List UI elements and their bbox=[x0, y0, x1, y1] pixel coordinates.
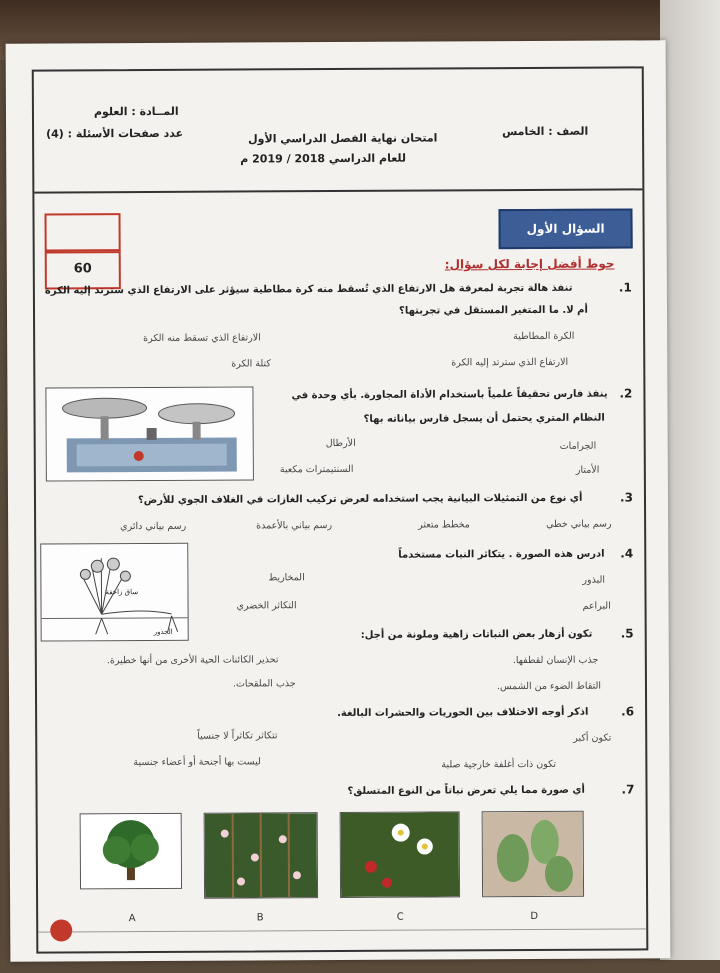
score-value: 60 bbox=[47, 261, 119, 276]
exam-paper bbox=[6, 40, 671, 961]
q1-number: 1. bbox=[619, 280, 632, 294]
q3-option-4[interactable]: رسم بياني دائري bbox=[120, 521, 186, 532]
q2-option-4[interactable]: السنتيمترات مكعبة bbox=[280, 464, 354, 475]
option-d-image[interactable] bbox=[482, 811, 584, 898]
q1-text-line1: تنفذ هالة تجربة لمعرفة هل الارتفاع الذي تُسقط منه كرة مطاطية سيؤثر على الارتفاع الذي سترتد إليه الكرة bbox=[45, 283, 573, 297]
q6-number: 6. bbox=[621, 704, 634, 718]
q6-text: اذكر أوجه الاختلاف بين الحوريات والحشرات البالغة. bbox=[337, 707, 588, 719]
ministry-logo-icon bbox=[50, 919, 72, 941]
q4-option-1[interactable]: البذور bbox=[582, 575, 605, 586]
score-box-empty bbox=[44, 213, 120, 251]
option-b-image[interactable] bbox=[204, 812, 318, 899]
q6-option-1[interactable]: تكون أكبر bbox=[573, 733, 611, 744]
balance-scale-image bbox=[45, 386, 253, 481]
exam-title: امتحان نهاية الفصل الدراسي الأول bbox=[248, 131, 437, 145]
q1-option-3[interactable]: الارتفاع الذي سترتد إليه الكرة bbox=[451, 357, 568, 369]
q4-option-4[interactable]: التكاثر الخضري bbox=[237, 600, 297, 611]
grade-label: الصف : الخامس bbox=[502, 125, 588, 138]
q5-option-4[interactable]: جذب الملقحات. bbox=[233, 678, 296, 689]
option-c-image[interactable] bbox=[340, 811, 460, 898]
roots-label: الجذور bbox=[154, 628, 173, 636]
q2-option-1[interactable]: الجرامات bbox=[560, 441, 597, 452]
q7-number: 7. bbox=[621, 782, 634, 796]
q5-option-3[interactable]: التقاط الضوء من الشمس. bbox=[497, 681, 601, 693]
q6-option-4[interactable]: ليست بها أجنحة أو أعضاء جنسية bbox=[133, 756, 261, 768]
exam-year: للعام الدراسي 2018 / 2019 م bbox=[240, 152, 406, 166]
score-box-total bbox=[45, 251, 121, 289]
q2-option-2[interactable]: الأرطال bbox=[326, 438, 356, 449]
q4-option-2[interactable]: المخاريط bbox=[268, 572, 304, 583]
option-d-caption: D bbox=[524, 911, 544, 922]
q3-option-2[interactable]: مخطط متعثر bbox=[418, 519, 470, 530]
q1-option-2[interactable]: الارتفاع الذي تسقط منه الكرة bbox=[143, 332, 261, 344]
q5-option-1[interactable]: جذب الإنسان لقطفها. bbox=[513, 655, 599, 666]
q6-option-3[interactable]: تكون ذات أغلفة خارجية صلبة bbox=[441, 759, 556, 771]
page-footer bbox=[38, 928, 646, 972]
q4-option-3[interactable]: البراعم bbox=[583, 601, 611, 612]
subject-label: المــادة : العلوم bbox=[94, 105, 179, 118]
q5-option-2[interactable]: تحذير الكائنات الحية الأخرى من أنها خطيرة. bbox=[107, 654, 279, 666]
question-badge: السؤال الأول bbox=[498, 208, 632, 249]
stolon-label: ساق زاحفة bbox=[105, 588, 138, 596]
exam-frame bbox=[32, 66, 649, 953]
q4-text: ادرس هذه الصورة . يتكاثر النبات مستخدماً bbox=[398, 549, 604, 561]
q3-text: أي نوع من التمثيلات البيانية يجب استخدامه لعرض تركيب الغازات في الغلاف الجوي للأرض؟ bbox=[138, 493, 583, 506]
q3-number: 3. bbox=[620, 490, 633, 504]
q4-number: 4. bbox=[620, 546, 633, 560]
q3-option-3[interactable]: رسم بياني بالأعمدة bbox=[256, 520, 332, 531]
q6-option-2[interactable]: تتكاثر تكاثراً لا جنسياً bbox=[197, 730, 277, 741]
q1-option-1[interactable]: الكرة المطاطية bbox=[513, 331, 574, 342]
q5-number: 5. bbox=[621, 626, 634, 640]
option-a-caption: A bbox=[122, 913, 142, 924]
q1-text-line2: أم لا. ما المتغير المستقل في تجربتها؟ bbox=[399, 305, 588, 317]
q3-option-1[interactable]: رسم بياني خطي bbox=[546, 519, 612, 530]
q2-number: 2. bbox=[619, 386, 632, 400]
q1-option-4[interactable]: كتلة الكرة bbox=[231, 358, 271, 369]
pages-label: عدد صفحات الأسئلة : (4) bbox=[46, 127, 183, 141]
instruction: حوط أفضل إجابة لكل سؤال: bbox=[445, 257, 615, 272]
q5-text: تكون أزهار بعض النباتات زاهية وملونة من أجل: bbox=[361, 629, 593, 641]
q2-text-line1: ينفذ فارس تحقيقاً علمياً باستخدام الأداة المجاورة. بأي وحدة في bbox=[291, 389, 607, 402]
exam-header bbox=[34, 68, 643, 193]
option-b-caption: B bbox=[250, 912, 270, 923]
q2-text-line2: النظام المتري يحتمل أن يسجل فارس بياناته بها؟ bbox=[364, 413, 605, 425]
plant-runner-image bbox=[40, 543, 189, 642]
option-c-caption: C bbox=[390, 912, 410, 923]
q7-text: أي صورة مما يلي تعرض نباتاً من النوع المتسلق؟ bbox=[347, 785, 584, 797]
q2-option-3[interactable]: الأمتار bbox=[576, 465, 600, 476]
option-a-image[interactable] bbox=[80, 813, 182, 890]
